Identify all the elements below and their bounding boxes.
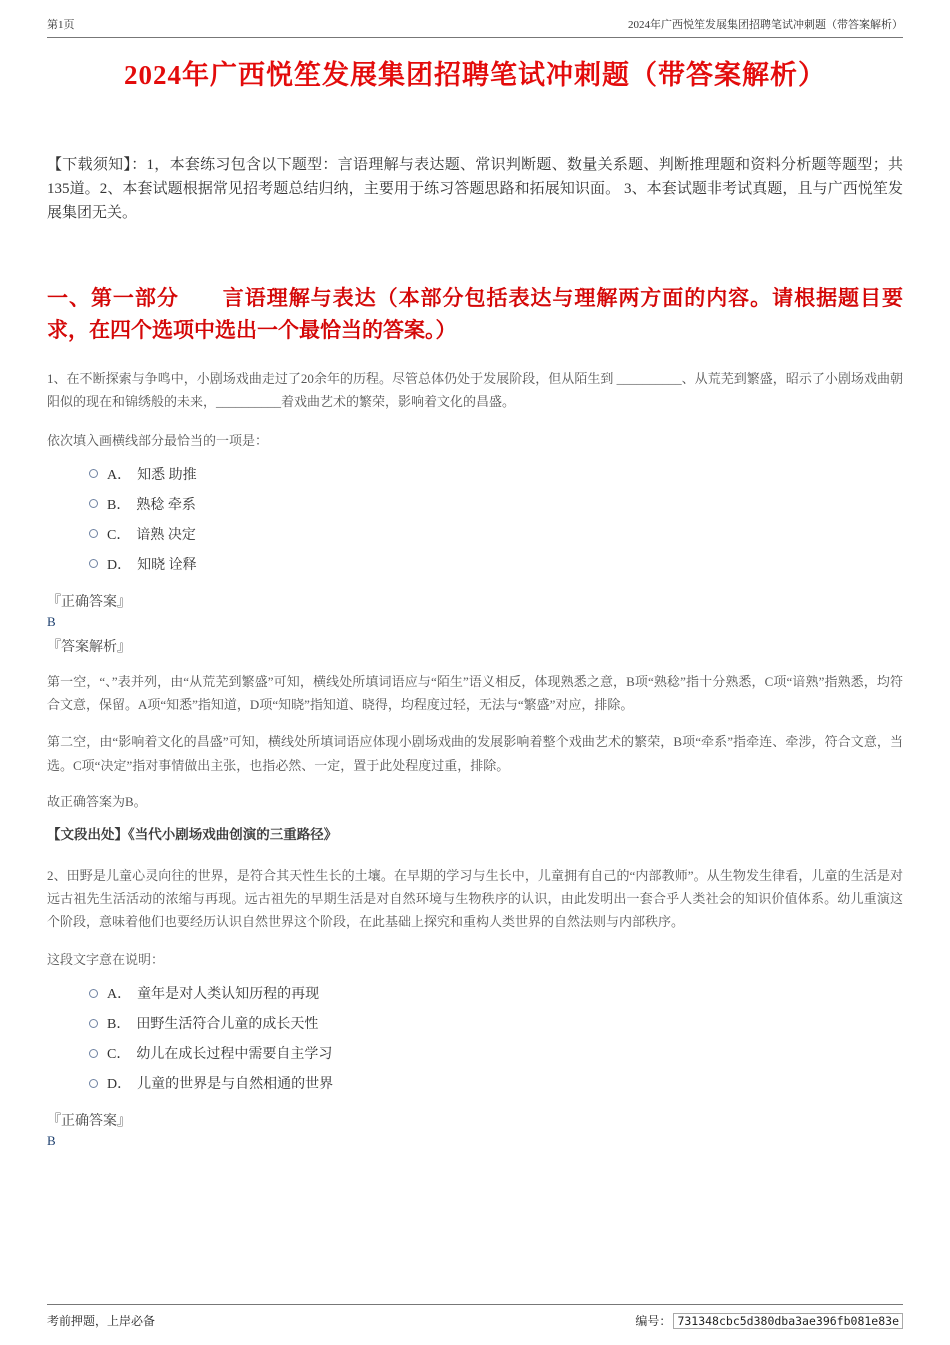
option-letter: A． — [107, 987, 132, 1003]
option-letter: B． — [107, 497, 131, 513]
analysis-paragraph: 第一空，“、”表并列，由“从荒芜到繁盛”可知，横线处所填词语应与“陌生”语义相反，体现熟悉之意，B项“熟稔”指十分熟悉，C项“谙熟”指熟悉，均符合文意，保留。A项“知悉”指知道，D项“知晓”指知道、晓得，均程度过轻，无法与“繁盛”对应，排除。 — [47, 673, 903, 712]
question-1 — [47, 368, 903, 843]
option-letter: D． — [107, 557, 132, 573]
page-footer — [47, 1304, 903, 1329]
option-a[interactable] — [89, 459, 903, 489]
question-2 — [47, 865, 903, 1149]
footer-slogan: 考前押题，上岸必备 — [47, 1314, 156, 1328]
question-prompt: 依次填入画横线部分最恰当的一项是： — [47, 432, 269, 448]
header-doc-title: 2024年广西悦笙发展集团招聘笔试冲刺题（带答案解析） — [628, 19, 903, 31]
option-text: 谙熟 决定 — [136, 527, 196, 543]
options-list — [47, 978, 903, 1098]
options-list — [47, 459, 903, 579]
passage-source: 【文段出处】《当代小剧场戏曲创演的三重路径》 — [47, 827, 338, 843]
radio-button[interactable] — [89, 529, 98, 538]
option-text: 童年是对人类认知历程的再现 — [137, 987, 320, 1003]
document-code-label: 编号： — [635, 1314, 672, 1328]
option-letter: C． — [107, 527, 131, 543]
option-text: 知晓 诠释 — [137, 557, 197, 573]
download-notice: 【下载须知】：1，本套练习包含以下题型：言语理解与表达题、常识判断题、数量关系题、判断推理题和资料分析题等题型；共135道。2、本套试题根据常见招考题总结归纳，主要用于练习答题思路和拓展知识面。 3、本套试题非考试真题，且与广西悦笙发展集团无关。 — [47, 157, 903, 222]
analysis-paragraph: 第二空，由“影响着文化的昌盛”可知，横线处所填词语应体现小剧场戏曲的发展影响着整个戏曲艺术的繁荣，B项“牵系”指牵连、牵涉，符合文意，当选。C项“决定”指对事情做出主张，也指必然、一定，置于此处程度过重，排除。 — [47, 734, 903, 773]
option-text: 知悉 助推 — [137, 467, 197, 483]
section-heading: 一、第一部分 言语理解与表达（本部分包括表达与理解两方面的内容。请根据题目要求，在四个选项中选出一个最恰当的答案。） — [47, 286, 903, 342]
option-c[interactable] — [89, 519, 903, 549]
document-code-wrap — [635, 1312, 903, 1329]
correct-answer-label: 『正确答案』 — [47, 1114, 131, 1130]
radio-button[interactable] — [89, 469, 98, 478]
question-stem: 2、田野是儿童心灵向往的世界，是符合其天性生长的土壤。在早期的学习与生长中，儿童拥有自己的“内部教师”。从生物发生律看，儿童的生活是对远古祖先生活活动的浓缩与再现。远古祖先的早期生活是对自然环境与生物秩序的认识，由此发明出一套合乎人类社会的知识价值体系。幼儿重演这个阶段，意味着他们也要经历认识自然世界这个阶段，在此基础上探究和重构人类世界的自然法则与内部秩序。 — [47, 868, 903, 929]
analysis-label: 『答案解析』 — [47, 639, 131, 655]
analysis-conclusion: 故正确答案为B。 — [47, 794, 147, 810]
option-text: 田野生活符合儿童的成长天性 — [136, 1017, 319, 1033]
option-d[interactable] — [89, 1068, 903, 1098]
option-letter: A． — [107, 467, 132, 483]
page-number: 第1页 — [47, 19, 75, 31]
option-d[interactable] — [89, 549, 903, 579]
document-code: 731348cbc5d380dba3ae396fb081e83e — [673, 1313, 903, 1329]
option-b[interactable] — [89, 489, 903, 519]
correct-answer-label: 『正确答案』 — [47, 594, 131, 610]
radio-button[interactable] — [89, 989, 98, 998]
header-divider — [47, 37, 903, 38]
page-header — [47, 0, 903, 32]
option-text: 幼儿在成长过程中需要自主学习 — [136, 1047, 333, 1063]
radio-button[interactable] — [89, 559, 98, 568]
option-text: 儿童的世界是与自然相通的世界 — [137, 1077, 334, 1093]
radio-button[interactable] — [89, 1079, 98, 1088]
question-prompt: 这段文字意在说明： — [47, 952, 165, 968]
radio-button[interactable] — [89, 1049, 98, 1058]
question-stem: 1、在不断探索与争鸣中，小剧场戏曲走过了20余年的历程。尽管总体仍处于发展阶段，但从陌生到 __________、从荒芜到繁盛，昭示了小剧场戏曲朝阳似的现在和锦绣般的未来，__________着戏曲艺术的繁荣，影响着文化的昌盛。 — [47, 371, 903, 409]
correct-answer-value: B — [47, 613, 56, 629]
option-c[interactable] — [89, 1038, 903, 1068]
option-letter: B． — [107, 1017, 131, 1033]
radio-button[interactable] — [89, 499, 98, 508]
option-letter: D． — [107, 1077, 132, 1093]
radio-button[interactable] — [89, 1019, 98, 1028]
option-a[interactable] — [89, 978, 903, 1008]
document-title: 2024年广西悦笙发展集团招聘笔试冲刺题（带答案解析） — [124, 60, 826, 90]
option-b[interactable] — [89, 1008, 903, 1038]
option-letter: C． — [107, 1047, 131, 1063]
correct-answer-value: B — [47, 1133, 56, 1149]
option-text: 熟稔 牵系 — [136, 497, 196, 513]
